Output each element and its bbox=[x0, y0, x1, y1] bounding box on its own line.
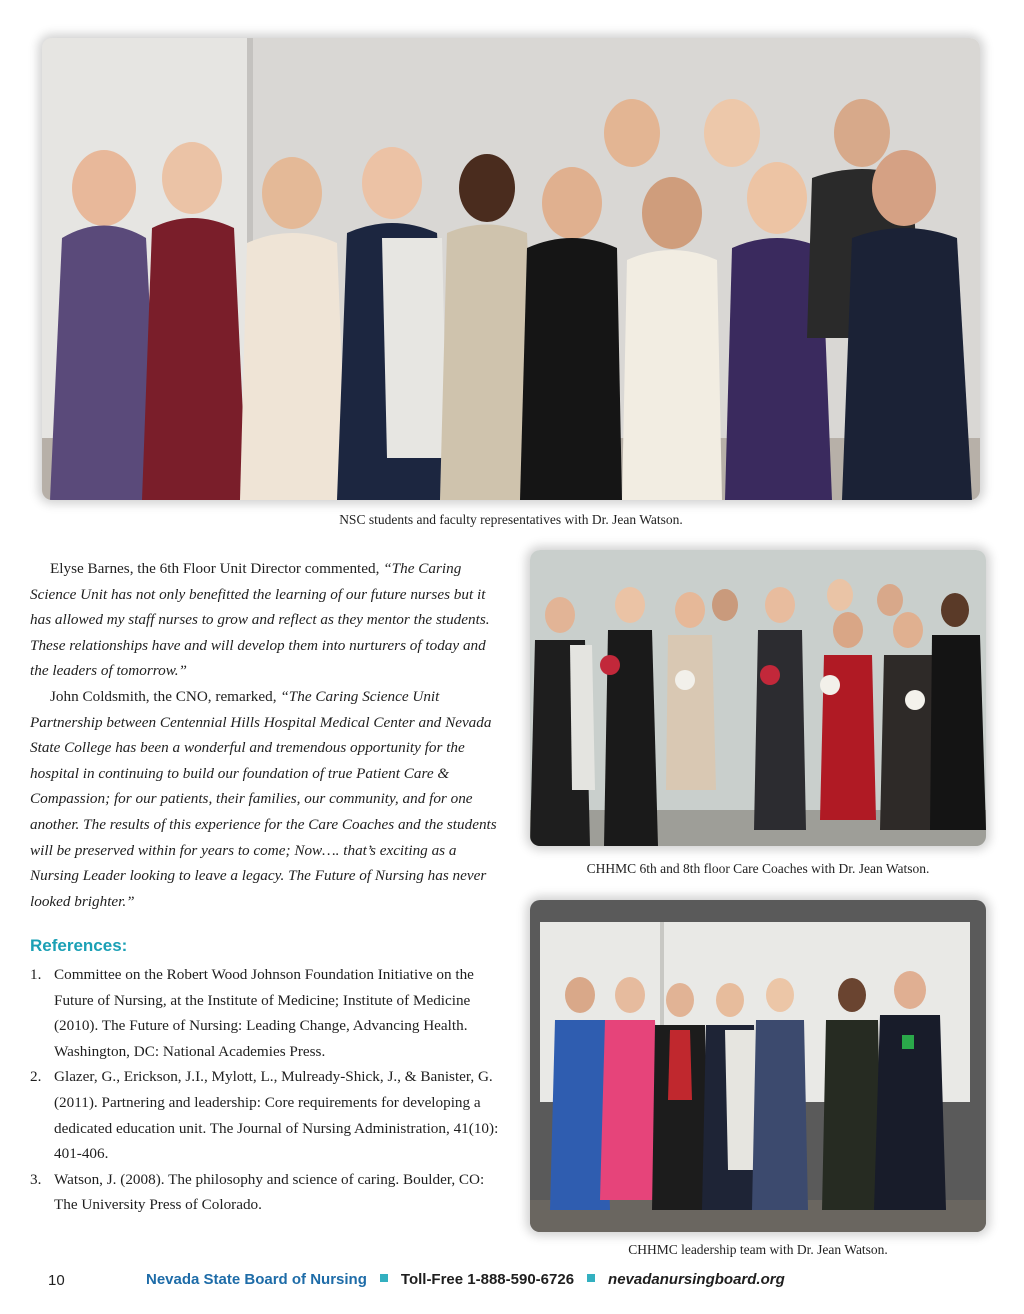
paragraph-barnes bbox=[30, 556, 502, 684]
paragraph-barnes-quote: “The Caring Science Unit has not only benefitted the learning of our future nurses but it has allowed my staff nurses to grow and reflect as they mentor the students. These relationships have and will develop them into nurturers of today and the leaders of tomorrow.” bbox=[30, 560, 490, 680]
group-photo-leadership-image bbox=[530, 900, 986, 1232]
references-heading: References: bbox=[30, 936, 128, 955]
footer-phone: Toll-Free 1-888-590-6726 bbox=[400, 1271, 575, 1288]
page-number: 10 bbox=[48, 1272, 65, 1289]
reference-item bbox=[30, 1064, 508, 1166]
paragraph-barnes-intro: Elyse Barnes, the 6th Floor Unit Director commented, bbox=[50, 560, 384, 577]
caption-top: NSC students and faculty representatives with Dr. Jean Watson. bbox=[339, 512, 683, 527]
group-photo-care-coaches-image bbox=[530, 550, 986, 846]
reference-number: 2. bbox=[30, 1068, 42, 1086]
caption-bottom: CHHMC leadership team with Dr. Jean Watson. bbox=[628, 1242, 888, 1257]
reference-text: Watson, J. (2008). The philosophy and science of caring. Boulder, CO: The University Press of Colorado. bbox=[54, 1170, 485, 1214]
article-body bbox=[30, 556, 502, 914]
reference-item bbox=[30, 962, 508, 1064]
paragraph-coldsmith-intro: John Coldsmith, the CNO, remarked, bbox=[50, 687, 281, 705]
footer-website-link[interactable]: nevadanursingboard.org bbox=[608, 1271, 785, 1288]
square-bullet-icon bbox=[380, 1274, 388, 1282]
reference-text: Glazer, G., Erickson, J.I., Mylott, L., Mulready-Shick, J., & Banister, G. (2011). Partnering and leadership: Core requirements for developing a dedicated education unit. The Journal of Nursing Administration, 41(10): 401-406. bbox=[54, 1068, 499, 1163]
caption-middle: CHHMC 6th and 8th floor Care Coaches with Dr. Jean Watson. bbox=[586, 861, 930, 876]
group-photo-nsc bbox=[42, 38, 980, 500]
page-footer bbox=[0, 1266, 1024, 1296]
footer-contact bbox=[146, 1271, 785, 1288]
paragraph-coldsmith bbox=[30, 684, 502, 914]
reference-text: Committee on the Robert Wood Johnson Foundation Initiative on the Future of Nursing, at the Institute of Medicine; Institute of Medicine (2010). The Future of Nursing: Leading Change, Advancing Health. Washington, DC: National Academies Press. bbox=[54, 966, 474, 1060]
footer-organization: Nevada State Board of Nursing bbox=[146, 1271, 367, 1288]
reference-number: 3. bbox=[30, 1170, 42, 1188]
square-bullet-icon bbox=[587, 1274, 595, 1282]
references-list bbox=[30, 962, 508, 1218]
group-photo-leadership bbox=[530, 900, 986, 1232]
paragraph-coldsmith-quote: “The Caring Science Unit Partnership between Centennial Hills Hospital Medical Center and Nevada State College has been a wonderful and tremendous opportunity for the hospital in continuing to build our foundation of true Patient Care & Compassion; for our patients, their families, our community, and for one another. The results of this experience for the Care Coaches and the students will be preserved within for years to come; Now…. that’s exciting as a Nursing Leader looking to leave a legacy. The Future of Nursing has never looked brighter.” bbox=[30, 687, 497, 910]
reference-item bbox=[30, 1167, 508, 1218]
group-photo-nsc-image bbox=[42, 38, 980, 500]
group-photo-care-coaches bbox=[530, 550, 986, 846]
reference-number: 1. bbox=[30, 966, 42, 983]
